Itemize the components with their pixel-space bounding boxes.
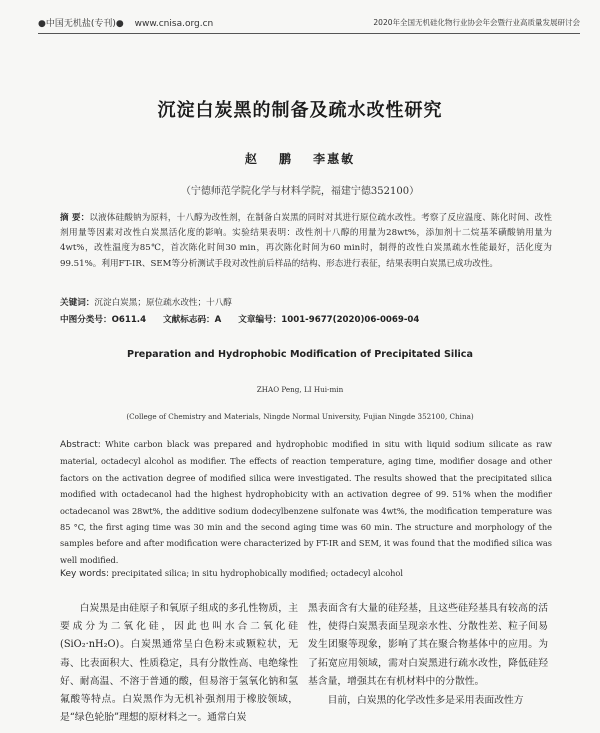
- body-paragraph: 黑表面含有大量的硅羟基，且这些硅羟基具有较高的活性，使得白炭黑表面呈现亲水性、分散性差、粒子间易发生团聚等现象，影响了其在聚合物基体中的应用。为了拓宽应用领域，需对白炭黑进行疏水改性，降低硅羟基含量，增强其在有机材料中的分散性。: [308, 603, 548, 687]
- keywords-en: [60, 568, 552, 579]
- abstract-en-label: Abstract:: [60, 440, 101, 450]
- english-authors: ZHAO Peng, LI Hui-min: [256, 385, 344, 394]
- article-id: 文章编号：1001-9677(2020)06-0069-04: [238, 315, 420, 325]
- conference-name: 2020年全国无机硅化物行业协会年会暨行业高质量发展研讨会: [373, 18, 580, 27]
- keywords-en-text: precipitated silica; in situ hydrophobically modified; octadecyl alcohol: [111, 568, 403, 578]
- keywords-cn-label: 关键词：: [60, 298, 95, 308]
- document-code: 文献标志码：A: [163, 315, 222, 325]
- abstract-en: [60, 436, 552, 568]
- article-title: 沉淀白炭黑的制备及疏水改性研究: [157, 100, 443, 121]
- journal-name: ●中国无机盐(专刊)●: [38, 19, 124, 29]
- abstract-cn: [60, 211, 552, 272]
- abstract-cn-text: 以液体硅酸钠为原料，十八醇为改性剂，在制备白炭黑的同时对其进行原位疏水改性。考察了反应温度、陈化时间、改性剂用量等因素对改性白炭黑活化度的影响。实验结果表明：改性剂十八醇的用量为28wt%，添加剂十二烷基苯磺酸钠用量为4wt%，改性温度为85℃，首次陈化时间30 min，再次陈化时间为60 min时，制得的改性白炭黑疏水性能最好，活化度为99.51%。利用FT-IR、SEM等分析测试手段对改性前后样品的结构、形态进行表征，结果表明白炭黑已成功改性。: [60, 213, 552, 269]
- abstract-cn-label: 摘 要：: [60, 213, 90, 223]
- body-paragraph: 白炭黑是由硅原子和氧原子组成的多孔性物质，主要成分为二氧化硅，因此也叫水合二氧化硅(SiO₂·nH₂O)。白炭黑通常呈白色粉末或颗粒状，无毒、比表面积大、性质稳定，具有分散性高、电绝缘性好、耐高温、不溶于普通的酸，但易溶于氢氧化钠和氢氟酸等特点。白炭黑作为无机补强剂用于橡胶领域，是“绿色轮胎”理想的原材料之一。通常白炭: [60, 603, 298, 724]
- abstract-en-text: White carbon black was prepared and hydrophobic modified in situ with liquid sodium silicate as raw material, octadecyl alcohol as modifier. The effects of reaction temperature, aging time, modifier dosage and other factors on the activation degree of modified silica were investigated. The results showed that the precipitated silica modified with octadecanol had the highest hydrophobicity with an activation degree of 99. 51% when the modifier octadecanol was 28wt%, the additive sodium dodecylbenzene sulfonate was 4wt%, the modification temperature was 85 °C, the first aging time was 30 min and the second aging time was 60 min. The structure and morphology of the samples before and after modification were characterized by FT-IR and SEM, it was found that the modified silica was well modified.: [60, 439, 552, 565]
- body-right-column: [308, 600, 548, 710]
- keywords-en-label: Key words:: [60, 569, 110, 579]
- journal-header: [38, 16, 213, 29]
- body-left-column: [60, 600, 298, 727]
- article-authors: 赵 鹏 李惠敏: [244, 152, 356, 166]
- body-paragraph: 目前，白炭黑的化学改性多是采用表面改性方: [327, 695, 524, 707]
- clc-number: 中图分类号：O611.4: [60, 315, 147, 325]
- keywords-cn: [60, 296, 552, 308]
- journal-website: www.cnisa.org.cn: [134, 19, 214, 29]
- classification-line: [60, 313, 552, 325]
- article-affiliation: （宁德师范学院化学与材料学院，福建宁德352100）: [180, 186, 420, 197]
- header-rule: [38, 33, 580, 34]
- english-affiliation: (College of Chemistry and Materials, Ningde Normal University, Fujian Ningde 352100, China): [126, 412, 474, 421]
- page-header: [38, 16, 580, 32]
- keywords-cn-text: 沉淀白炭黑；原位疏水改性；十八醇: [94, 298, 232, 308]
- english-title: Preparation and Hydrophobic Modification of Precipitated Silica: [127, 349, 473, 360]
